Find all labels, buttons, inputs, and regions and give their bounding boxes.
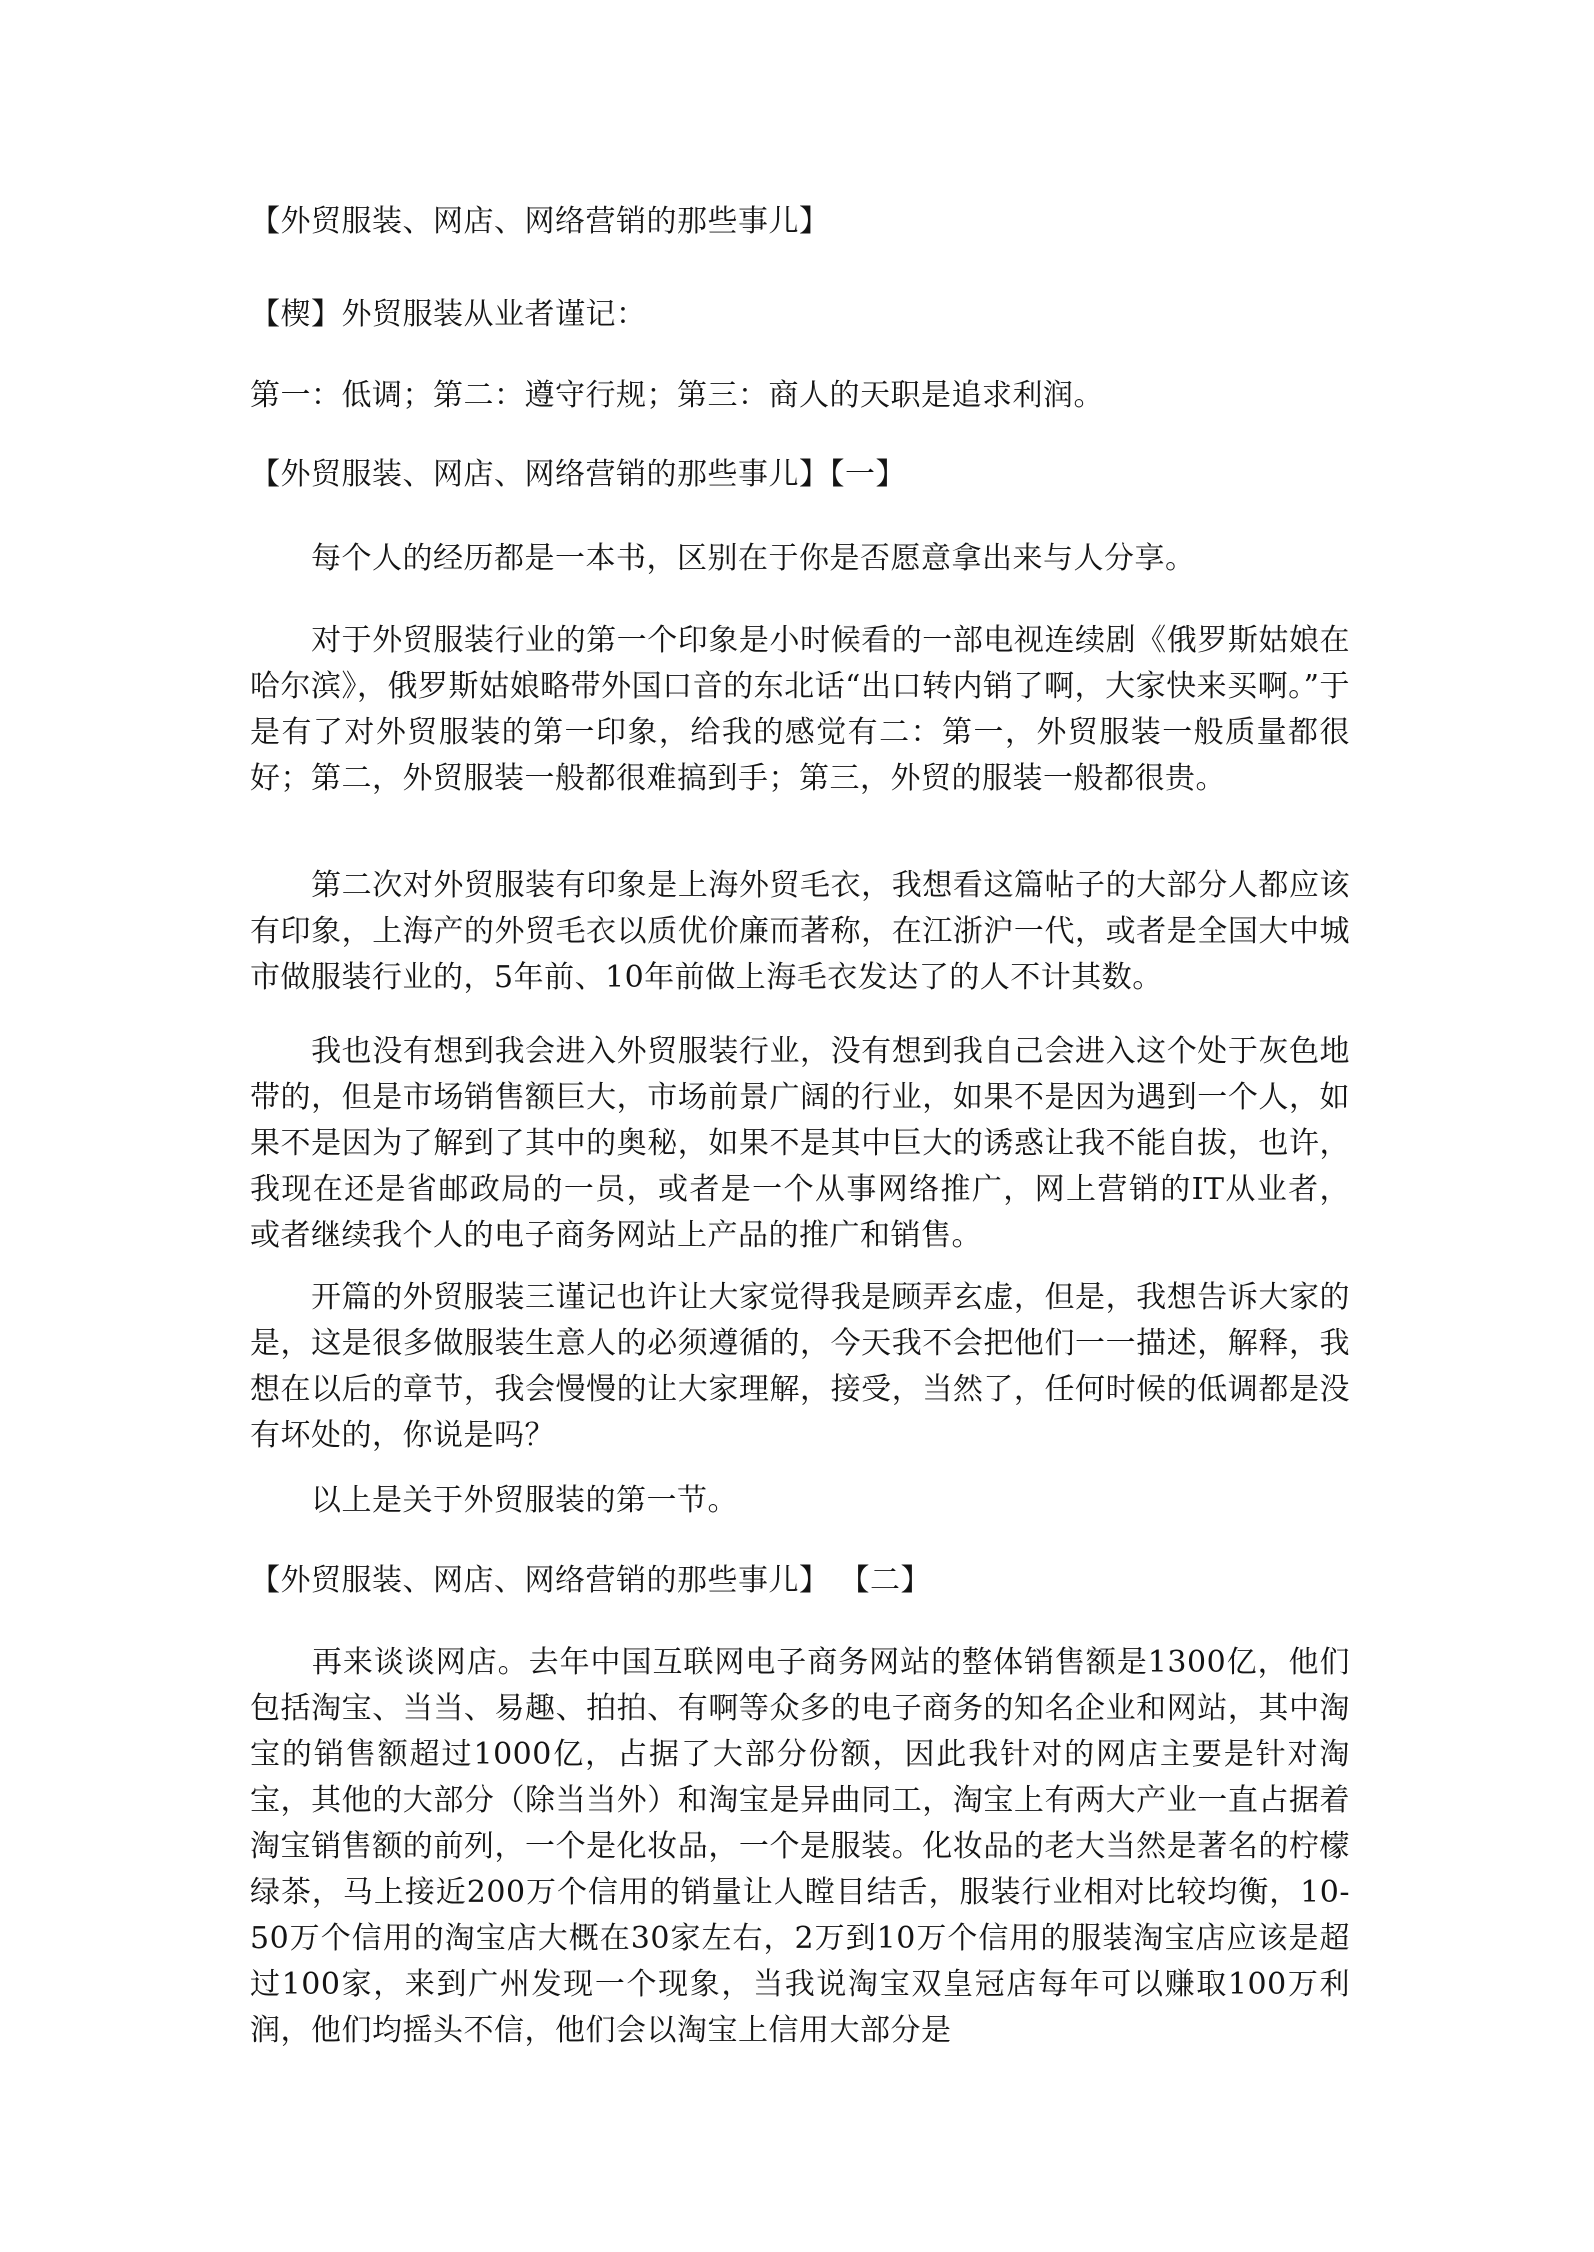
- document-title: 【外贸服装、网店、网络营销的那些事儿】: [250, 204, 830, 239]
- section-1-paragraph: 开篇的外贸服装三谨记也许让大家觉得我是顾弄玄虚，但是，我想告诉大家的是，这是很多做服装生意人的必须遵循的，今天我不会把他们一一描述，解释，我想在以后的章节，我会慢慢的让大家理解，接受，当然了，任何时候的低调都是没有坏处的，你说是吗？: [250, 1280, 1350, 1453]
- section-1-paragraph: 我也没有想到我会进入外贸服装行业，没有想到我自己会进入这个处于灰色地带的，但是市场销售额巨大，市场前景广阔的行业，如果不是因为遇到一个人，如果不是因为了解到了其中的奥秘，如果不是其中巨大的诱惑让我不能自拔，也许，我现在还是省邮政局的一员，或者是一个从事网络推广，网上营销的IT从业者，或者继续我个人的电子商务网站上产品的推广和销售。: [250, 1034, 1350, 1253]
- section-2-paragraph: 再来谈谈网店。去年中国互联网电子商务网站的整体销售额是1300亿，他们包括淘宝、当当、易趣、拍拍、有啊等众多的电子商务的知名企业和网站，其中淘宝的销售额超过1000亿，占据了大部分份额，因此我针对的网店主要是针对淘宝，其他的大部分（除当当外）和淘宝是异曲同工，淘宝上有两大产业一直占据着淘宝销售额的前列，一个是化妆品，一个是服装。化妆品的老大当然是著名的柠檬绿茶，马上接近200万个信用的销量让人瞠目结舌，服装行业相对比较均衡，10-50万个信用的淘宝店大概在30家左右，2万到10万个信用的服装淘宝店应该是超过100家，来到广州发现一个现象，当我说淘宝双皇冠店每年可以赚取100万利润，他们均摇头不信，他们会以淘宝上信用大部分是: [250, 1645, 1350, 2048]
- rules-line: 第一：低调；第二：遵守行规；第三：商人的天职是追求利润。: [250, 378, 1104, 413]
- section-1-paragraph: 以上是关于外贸服装的第一节。: [250, 1483, 738, 1518]
- prologue-line: 【楔】外贸服装从业者谨记：: [250, 297, 647, 332]
- section-2-heading: 【外贸服装、网店、网络营销的那些事儿】 【二】: [250, 1563, 932, 1598]
- section-1-heading: 【外贸服装、网店、网络营销的那些事儿】【一】: [250, 457, 906, 492]
- section-1-paragraph: 每个人的经历都是一本书，区别在于你是否愿意拿出来与人分享。: [250, 541, 1196, 576]
- section-1-paragraph: 对于外贸服装行业的第一个印象是小时候看的一部电视连续剧《俄罗斯姑娘在哈尔滨》，俄罗斯姑娘略带外国口音的东北话“出口转内销了啊，大家快来买啊。”于是有了对外贸服装的第一印象，给我的感觉有二：第一，外贸服装一般质量都很好；第二，外贸服装一般都很难搞到手；第三，外贸的服装一般都很贵。: [250, 623, 1350, 796]
- section-1-paragraph: 第二次对外贸服装有印象是上海外贸毛衣，我想看这篇帖子的大部分人都应该有印象，上海产的外贸毛衣以质优价廉而著称，在江浙沪一代，或者是全国大中城市做服装行业的，5年前、10年前做上海毛衣发达了的人不计其数。: [250, 868, 1350, 995]
